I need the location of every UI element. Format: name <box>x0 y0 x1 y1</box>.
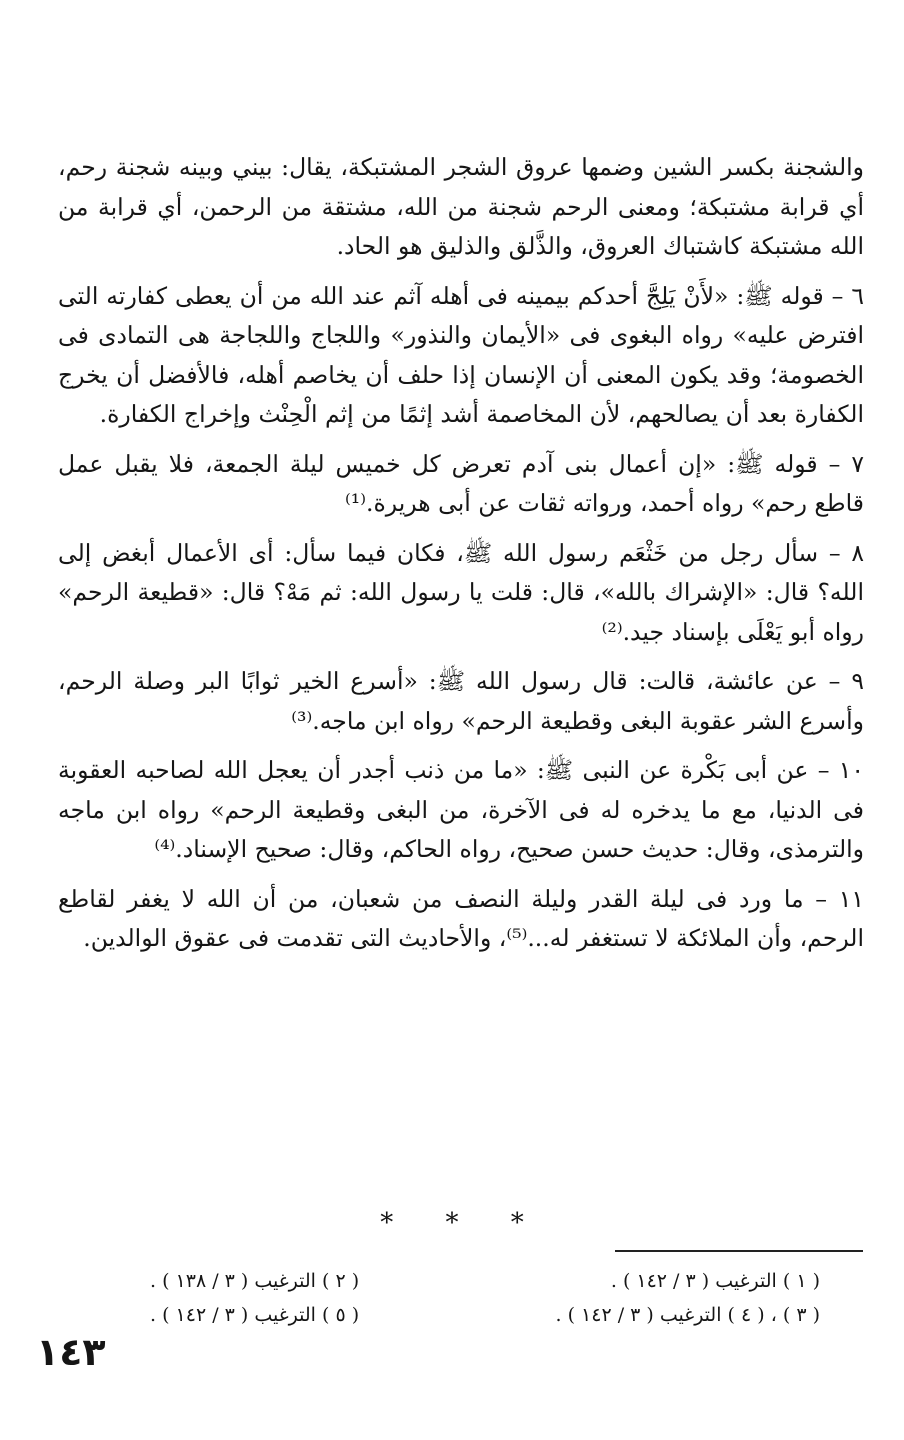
section-separator: * * * <box>380 1208 546 1238</box>
footnote-row <box>150 1298 820 1332</box>
paragraph-11: ١١ – ما ورد فى ليلة القدر وليلة النصف من شعبان، من أن الله لا يغفر لقاطع الرحم، وأن الملائكة لا تستغفر له...⁽⁵⁾، والأحاديث التى تقدمت فى عقوق الوالدين. <box>58 884 864 952</box>
main-text <box>58 148 864 969</box>
page-number: ١٤٣ <box>36 1330 106 1374</box>
footnote-1: ( ١ ) الترغيب ( ٣ / ١٤٢ ) . <box>610 1270 820 1292</box>
paragraph-intro: والشجنة بكسر الشين وضمها عروق الشجر المشتبكة، يقال: بيني وبينه شجنة رحم، أي قرابة مشتبكة؛ ومعنى الرحم شجنة من الله، مشتقة من الرحمن، أي قرابة من الله مشتبكة كاشتباك العروق، والذَّلق والذليق هو الحاد. <box>58 153 864 260</box>
footnote-2: ( ٢ ) الترغيب ( ٣ / ١٣٨ ) . <box>150 1270 360 1292</box>
paragraph-8: ٨ – سأل رجل من خَثْعَم رسول الله ﷺ، فكان فيما سأل: أى الأعمال أبغض إلى الله؟ قال: «الإشراك بالله»، قال: قلت يا رسول الله: ثم مَهْ؟ قال: «قطيعة الرحم» رواه أبو يَعْلَى بإسناد جيد.⁽²⁾ <box>58 538 864 646</box>
paragraph-7: ٧ – قوله ﷺ: «إن أعمال بنى آدم تعرض كل خميس ليلة الجمعة، فلا يقبل عمل قاطع رحم» رواه أحمد، ورواته ثقات عن أبى هريرة.⁽¹⁾ <box>58 449 864 517</box>
footnote-rule <box>615 1250 863 1252</box>
footnotes <box>150 1264 820 1332</box>
footnote-5: ( ٥ ) الترغيب ( ٣ / ١٤٢ ) . <box>150 1304 360 1326</box>
paragraph-10: ١٠ – عن أبى بَكْرة عن النبى ﷺ: «ما من ذنب أجدر أن يعجل الله لصاحبه العقوبة فى الدنيا، مع ما يدخره له فى الآخرة، من البغى وقطيعة الرحم» رواه ابن ماجه والترمذى، وقال: حديث حسن صحيح، رواه الحاكم، وقال: صحيح الإسناد.⁽⁴⁾ <box>58 756 864 863</box>
paragraph-9: ٩ – عن عائشة، قالت: قال رسول الله ﷺ: «أسرع الخير ثوابًا البر وصلة الرحم، وأسرع الشر عقوبة البغى وقطيعة الرحم» رواه ابن ماجه.⁽³⁾ <box>58 667 864 735</box>
footnote-3-4: ( ٣ ) ، ( ٤ ) الترغيب ( ٣ / ١٤٢ ) . <box>555 1304 820 1326</box>
paragraph-6: ٦ – قوله ﷺ: «لأَنْ يَلِجَّ أحدكم بيمينه فى أهله آثم عند الله من أن يعطى كفارته التى افترض عليه» رواه البغوى فى «الأيمان والنذور» واللجاج واللجاجة هى التمادى فى الخصومة؛ وقد يكون المعنى أن الإنسان إذا حلف أن يخاصم أهله، فالأفضل أن يخرج الكفارة بعد أن يصالحهم، لأن المخاصمة أشد إثمًا من إثم الْحِنْث وإخراج الكفارة. <box>58 281 864 428</box>
footnote-row <box>150 1264 820 1298</box>
